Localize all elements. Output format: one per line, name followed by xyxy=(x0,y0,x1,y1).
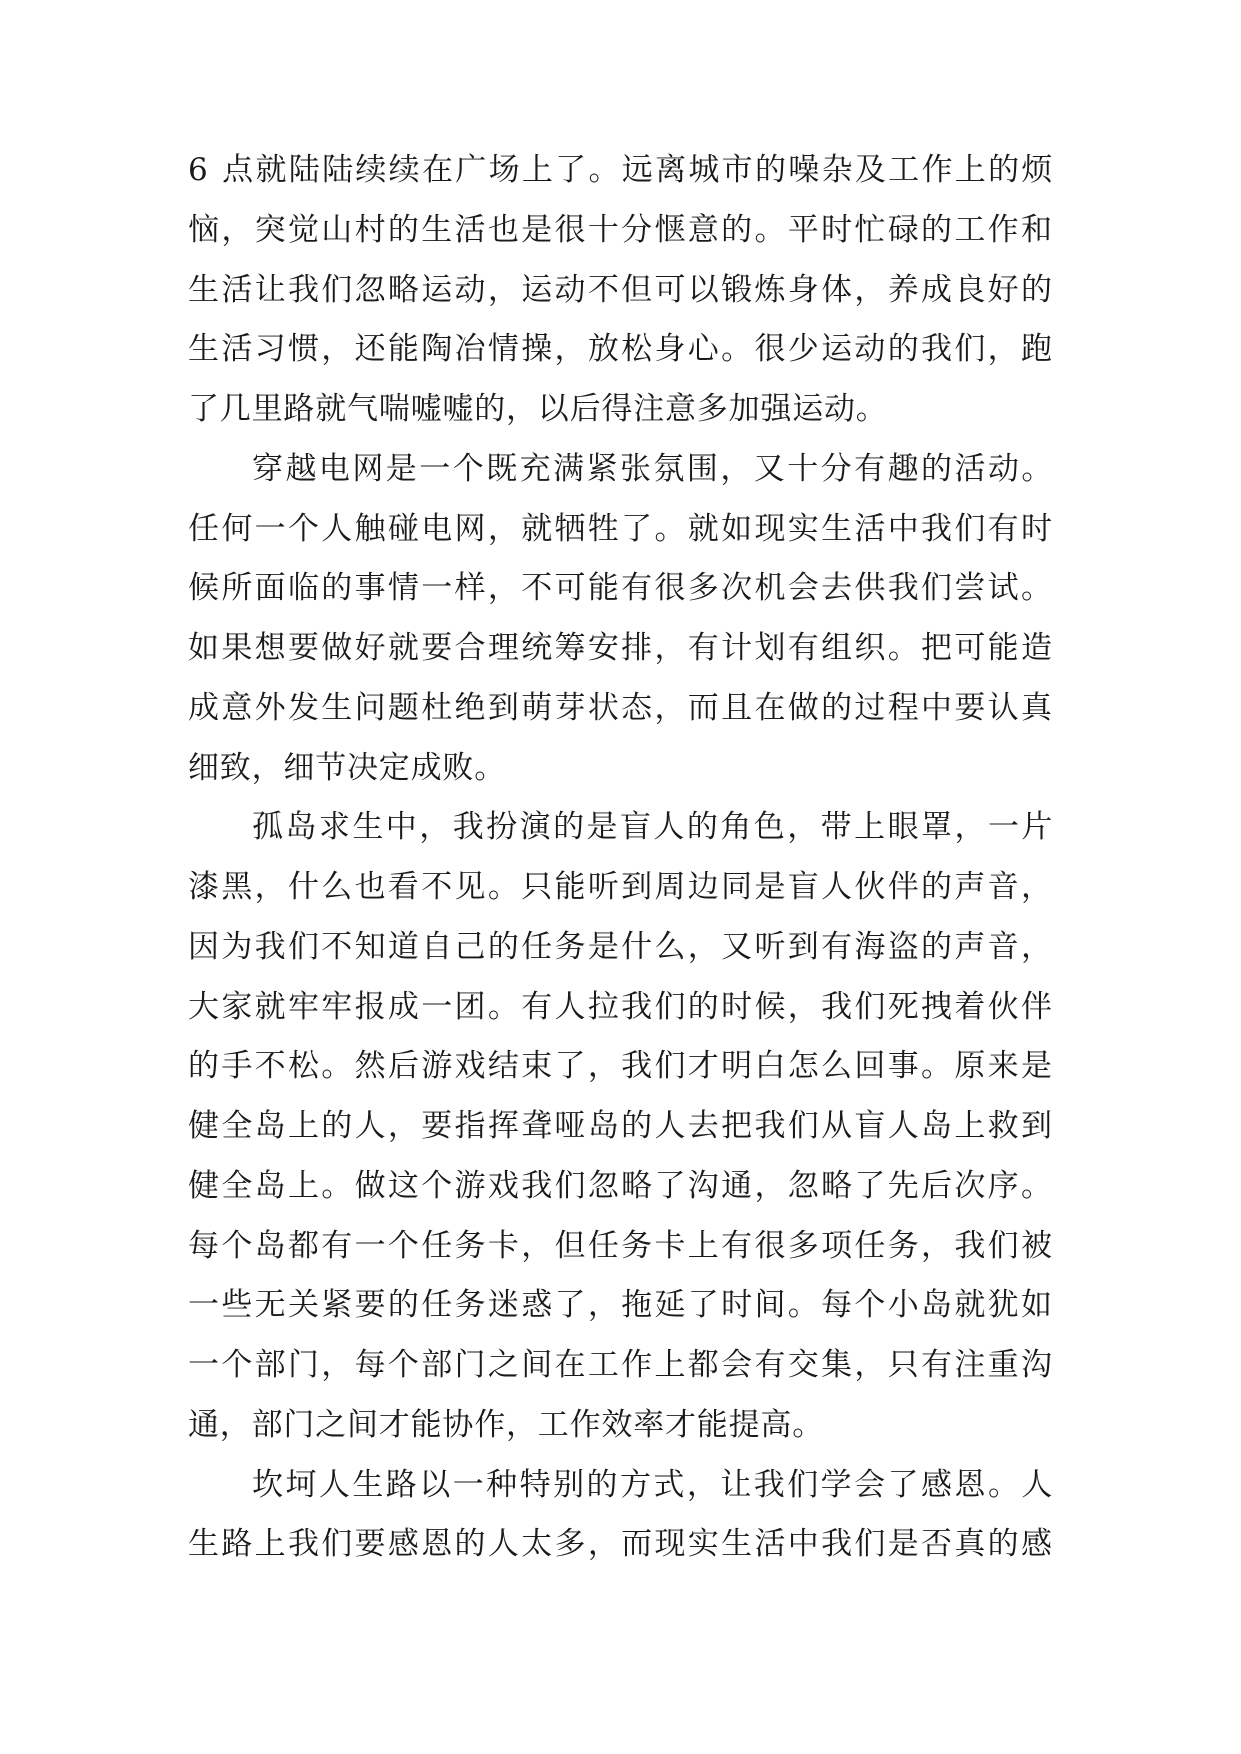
text-line: 恼，突觉山村的生活也是很十分惬意的。平时忙碌的工作和 xyxy=(188,212,1055,248)
text-line: 细致，细节决定成败。 xyxy=(188,750,506,786)
text-line: 每个岛都有一个任务卡，但任务卡上有很多项任务，我们被 xyxy=(188,1228,1055,1264)
text-line: 6 点就陆陆续续在广场上了。远离城市的噪杂及工作上的烦 xyxy=(188,152,1055,188)
text-line: 健全岛上的人，要指挥聋哑岛的人去把我们从盲人岛上救到 xyxy=(188,1108,1055,1144)
text-line: 任何一个人触碰电网，就牺牲了。就如现实生活中我们有时 xyxy=(188,511,1055,547)
text-line: 生路上我们要感恩的人太多，而现实生活中我们是否真的感 xyxy=(188,1526,1055,1562)
text-line: 了几里路就气喘嘘嘘的，以后得注意多加强运动。 xyxy=(188,391,888,427)
paragraph-first-line: 孤岛求生中，我扮演的是盲人的角色，带上眼罩，一片 xyxy=(252,809,1055,845)
paragraph-first-line: 坎坷人生路以一种特别的方式，让我们学会了感恩。人 xyxy=(252,1467,1055,1503)
text-line: 健全岛上。做这个游戏我们忽略了沟通，忽略了先后次序。 xyxy=(188,1168,1055,1204)
text-line: 一个部门，每个部门之间在工作上都会有交集，只有注重沟 xyxy=(188,1347,1055,1383)
text-line: 候所面临的事情一样，不可能有很多次机会去供我们尝试。 xyxy=(188,570,1055,606)
text-line: 生活习惯，还能陶冶情操，放松身心。很少运动的我们，跑 xyxy=(188,331,1055,367)
text-line: 生活让我们忽略运动，运动不但可以锻炼身体，养成良好的 xyxy=(188,272,1055,308)
text-line: 漆黑，什么也看不见。只能听到周边同是盲人伙伴的声音， xyxy=(188,869,1055,905)
paragraph-first-line: 穿越电网是一个既充满紧张氛围，又十分有趣的活动。 xyxy=(252,451,1055,487)
text-line: 的手不松。然后游戏结束了，我们才明白怎么回事。原来是 xyxy=(188,1048,1055,1084)
text-line: 通，部门之间才能协作，工作效率才能提高。 xyxy=(188,1407,824,1443)
text-line: 如果想要做好就要合理统筹安排，有计划有组织。把可能造 xyxy=(188,630,1055,666)
text-line: 一些无关紧要的任务迷惑了，拖延了时间。每个小岛就犹如 xyxy=(188,1287,1055,1323)
text-line: 因为我们不知道自己的任务是什么，又听到有海盗的声音， xyxy=(188,929,1055,965)
text-line: 成意外发生问题杜绝到萌芽状态，而且在做的过程中要认真 xyxy=(188,690,1055,726)
text-line: 大家就牢牢报成一团。有人拉我们的时候，我们死拽着伙伴 xyxy=(188,989,1055,1025)
